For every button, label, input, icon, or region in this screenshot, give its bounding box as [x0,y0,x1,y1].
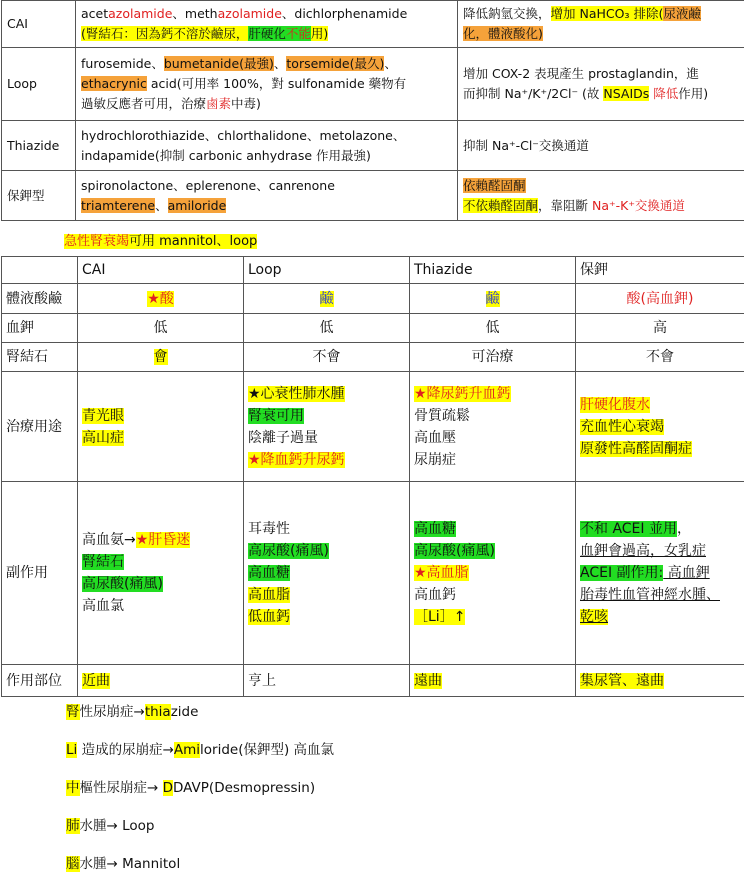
comparison-table [1,256,744,697]
table-cell: 集尿管、遠曲 [576,665,744,697]
table-row [2,372,744,482]
table-cell: 可治療 [410,343,576,372]
table-cell: 低 [78,314,244,343]
note-item: 腎性尿崩症→thiazide [66,701,334,739]
table-header-row [2,257,744,284]
table-row [2,284,744,314]
note-item: 中樞性尿崩症→ DDAVP(Desmopressin) [66,777,334,815]
drug-list: spironolactone、eplerenone、canrenone triamterene、amiloride [76,171,458,221]
table-cell: 耳毒性 高尿酸(痛風) 高血糖 高血脂 低血鈣 [244,482,410,665]
table-cell: ★心衰性肺水腫 腎衰可用 陰離子過量 ★降血鈣升尿鈣 [244,372,410,482]
table-cell: 酸(高血鉀) [576,284,744,314]
mechanism: 抑制 Na⁺-Cl⁻交換通道 [458,121,744,171]
table-cell: 高血氨→★肝昏迷 腎結石 高尿酸(痛風) 高血氯 [78,482,244,665]
header-cell: CAI [78,257,244,284]
table-cell: 高 [576,314,744,343]
table-cell: 鹼 [410,284,576,314]
table-cell: 不會 [576,343,744,372]
table-row [2,482,744,665]
drug-list: furosemide、bumetanide(最強)、torsemide(最久)、 ethacrynic acid(可用率 100%，對 sulfonamide 藥物有 過敏反應者可用，治療鹵素中毒) [76,48,458,121]
class-name: Thiazide [2,121,76,171]
row-label: 腎結石 [2,343,78,372]
header-cell: Thiazide [410,257,576,284]
class-name: Loop [2,48,76,121]
mechanism: 增加 COX-2 表現產生 prostaglandin，進 而抑制 Na⁺/K⁺/2Cl⁻ (故 NSAIDs 降低作用) [458,48,744,121]
class-name: CAI [2,1,76,48]
drug-list: hydrochlorothiazide、chlorthalidone、metolazone、 indapamide(抑制 carbonic anhydrase 作用最強) [76,121,458,171]
table-cell: 亨上 [244,665,410,697]
table-row [2,171,744,221]
table-row [2,48,744,121]
row-label: 體液酸鹼 [2,284,78,314]
note-item: 腦水腫→ Mannitol [66,853,334,891]
table-row [2,343,744,372]
table-cell: ★降尿鈣升血鈣 骨質疏鬆 高血壓 尿崩症 [410,372,576,482]
table-cell: 青光眼 高山症 [78,372,244,482]
table-cell: 會 [78,343,244,372]
row-label: 治療用途 [2,372,78,482]
header-cell [2,257,78,284]
class-name: 保鉀型 [2,171,76,221]
mechanism: 依賴醛固酮 不依賴醛固酮，靠阻斷 Na⁺-K⁺交換通道 [458,171,744,221]
table-cell: 低 [244,314,410,343]
table-row [2,121,744,171]
header-cell: Loop [244,257,410,284]
table-row [2,665,744,697]
table-cell: 近曲 [78,665,244,697]
table-cell: 低 [410,314,576,343]
note-item: Li 造成的尿崩症→Amiloride(保鉀型) 高血氯 [66,739,334,777]
table-cell: ★酸 [78,284,244,314]
mechanism: 降低鈉氫交換，增加 NaHCO₃ 排除(尿液鹼 化，體液酸化) [458,1,744,48]
note-item: 肺水腫→ Loop [66,815,334,853]
table-cell: 不會 [244,343,410,372]
mechanism-table [1,0,744,221]
table-cell: 鹼 [244,284,410,314]
table-cell: 不和 ACEI 並用， 血鉀會過高，女乳症 ACEI 副作用: 高血鉀 胎毒性血管神經水腫、 乾咳 [576,482,744,665]
drug-list: acetazolamide、methazolamide、dichlorphenamide (腎結石：因為鈣不溶於鹼尿，肝硬化不能用) [76,1,458,48]
row-label: 血鉀 [2,314,78,343]
table-cell: 肝硬化腹水 充血性心衰竭 原發性高醛固酮症 [576,372,744,482]
table-cell: 遠曲 [410,665,576,697]
header-cell: 保鉀 [576,257,744,284]
table-row [2,314,744,343]
row-label: 副作用 [2,482,78,665]
acute-renal-failure-note: 急性腎衰竭可用 mannitol、loop [64,233,257,251]
table-row [2,1,744,48]
row-label: 作用部位 [2,665,78,697]
table-cell: 高血糖 高尿酸(痛風) ★高血脂 高血鈣 ［Li］↑ [410,482,576,665]
